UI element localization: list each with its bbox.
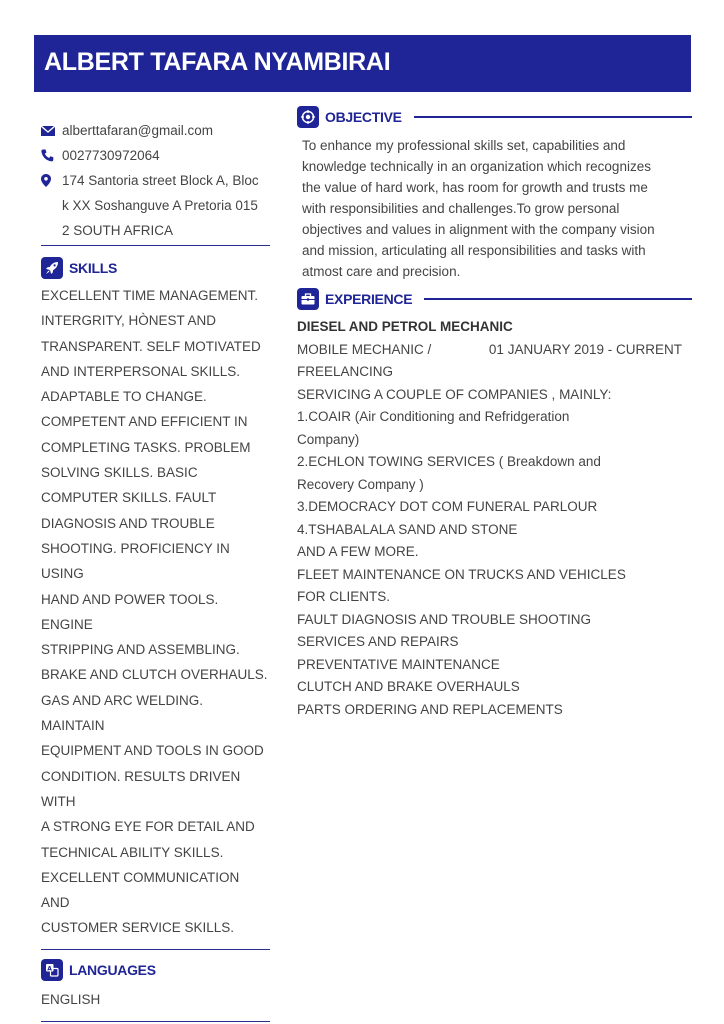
- section-rule: [414, 116, 692, 118]
- experience-line: FREELANCING: [297, 364, 394, 379]
- translate-icon: [41, 959, 63, 981]
- experience-line: PARTS ORDERING AND REPLACEMENTS: [297, 701, 563, 717]
- rocket-icon: [41, 257, 63, 279]
- objective-line: with responsibilities and challenges.To grow personal: [302, 201, 620, 216]
- skills-line: COMPUTER SKILLS. FAULT: [41, 490, 217, 506]
- skills-line: A STRONG EYE FOR DETAIL AND: [41, 819, 255, 835]
- skills-line: EXCELLENT COMMUNICATION AND: [41, 869, 240, 911]
- skills-line: ADAPTABLE TO CHANGE.: [41, 389, 207, 405]
- section-rule: [424, 298, 692, 300]
- skills-line: EQUIPMENT AND TOOLS IN GOOD: [41, 743, 264, 759]
- contact-email: [41, 118, 270, 143]
- experience-entry: [297, 316, 682, 721]
- svg-text:A: A: [47, 965, 52, 973]
- skills-line: TECHNICAL ABILITY SKILLS.: [41, 844, 224, 860]
- experience-line: FAULT DIAGNOSIS AND TROUBLE SHOOTING: [297, 611, 592, 627]
- language-item: ENGLISH: [41, 991, 101, 1007]
- experience-line: Company): [297, 431, 360, 447]
- skills-line: DIAGNOSIS AND TROUBLE: [41, 515, 215, 531]
- experience-line: AND A FEW MORE.: [297, 544, 419, 559]
- experience-line: 3.DEMOCRACY DOT COM FUNERAL PARLOUR: [297, 499, 598, 514]
- target-icon: [297, 106, 319, 128]
- skills-line: STRIPPING AND ASSEMBLING.: [41, 642, 240, 658]
- phone-icon: [41, 143, 62, 168]
- objective-heading: [297, 106, 692, 128]
- skills-heading: [41, 257, 270, 279]
- experience-line: SERVICING A COUPLE OF COMPANIES , MAINLY:: [297, 386, 612, 402]
- skills-line: COMPETENT AND EFFICIENT IN: [41, 414, 248, 430]
- skills-line: INTERGRITY, HÒNEST AND: [41, 313, 217, 329]
- skills-line: BRAKE AND CLUTCH OVERHAULS.: [41, 667, 268, 683]
- skills-line: TRANSPARENT. SELF MOTIVATED: [41, 338, 261, 354]
- contact-info: [41, 118, 270, 243]
- languages-list: [41, 990, 270, 1010]
- experience-line: 4.TSHABALALA SAND AND STONE: [297, 521, 518, 537]
- email-text: alberttafaran@gmail.com: [62, 123, 214, 138]
- objective-title: OBJECTIVE: [325, 109, 402, 125]
- divider: [41, 1021, 270, 1022]
- address-line: k XX Soshanguve A Pretoria 015: [62, 198, 258, 213]
- skills-line: CONDITION. RESULTS DRIVEN WITH: [41, 768, 241, 809]
- address-line: 174 Santoria street Block A, Bloc: [62, 173, 259, 188]
- experience-line: SERVICES AND REPAIRS: [297, 634, 459, 649]
- envelope-icon: [41, 118, 62, 143]
- candidate-name: ALBERT TAFARA NYAMBIRAI: [44, 48, 391, 76]
- experience-line: PREVENTATIVE MAINTENANCE: [297, 656, 500, 672]
- divider: [41, 245, 270, 246]
- address-line: 2 SOUTH AFRICA: [62, 223, 174, 238]
- skills-line: AND INTERPERSONAL SKILLS.: [41, 363, 241, 379]
- skills-title: SKILLS: [69, 260, 117, 276]
- location-pin-icon: [41, 168, 62, 193]
- skills-line: COMPLETING TASKS. PROBLEM: [41, 439, 251, 455]
- job-role-row: [297, 339, 682, 362]
- right-column: [297, 106, 692, 721]
- resume-header: [34, 35, 691, 92]
- experience-heading: [297, 288, 692, 310]
- objective-line: the value of hard work, has room for growth and trusts me: [302, 180, 648, 195]
- objective-text: [297, 135, 692, 282]
- skills-line: SOLVING SKILLS. BASIC: [41, 465, 198, 481]
- left-column: [41, 118, 270, 1022]
- skills-line: SHOOTING. PROFICIENCY IN USING: [41, 540, 230, 582]
- objective-line: atmost care and precision.: [302, 264, 461, 279]
- skills-line: GAS AND ARC WELDING. MAINTAIN: [41, 692, 204, 734]
- skills-list: [41, 283, 270, 941]
- contact-address: [41, 168, 270, 243]
- objective-line: objectives and values in alignment with the company vision: [302, 222, 655, 237]
- experience-line: 1.COAIR (Air Conditioning and Refridgeration: [297, 409, 570, 424]
- skills-line: HAND AND POWER TOOLS. ENGINE: [41, 591, 219, 632]
- job-dates: 01 JANUARY 2019 - CURRENT: [488, 341, 682, 357]
- objective-line: and mission, articulating all responsibilities and tasks with: [302, 243, 646, 258]
- contact-phone: [41, 143, 270, 168]
- experience-line: CLUTCH AND BRAKE OVERHAULS: [297, 679, 520, 694]
- job-role: MOBILE MECHANIC /: [297, 341, 432, 357]
- objective-line: To enhance my professional skills set, capabilities and: [302, 138, 626, 153]
- skills-line: EXCELLENT TIME MANAGEMENT.: [41, 288, 259, 303]
- objective-line: knowledge technically in an organization which recognizes: [302, 159, 651, 174]
- job-title: DIESEL AND PETROL MECHANIC: [297, 319, 513, 334]
- languages-heading: [41, 959, 270, 981]
- experience-title: EXPERIENCE: [325, 291, 413, 307]
- phone-text: 0027730972064: [62, 148, 160, 163]
- skills-line: CUSTOMER SERVICE SKILLS.: [41, 920, 235, 936]
- experience-line: Recovery Company ): [297, 476, 424, 492]
- briefcase-icon: [297, 288, 319, 310]
- languages-title: LANGUAGES: [69, 961, 156, 978]
- address-text: [62, 168, 259, 243]
- experience-line: FLEET MAINTENANCE ON TRUCKS AND VEHICLES: [297, 566, 626, 582]
- experience-line: FOR CLIENTS.: [297, 589, 391, 604]
- divider: [41, 949, 270, 950]
- experience-line: 2.ECHLON TOWING SERVICES ( Breakdown and: [297, 454, 601, 469]
